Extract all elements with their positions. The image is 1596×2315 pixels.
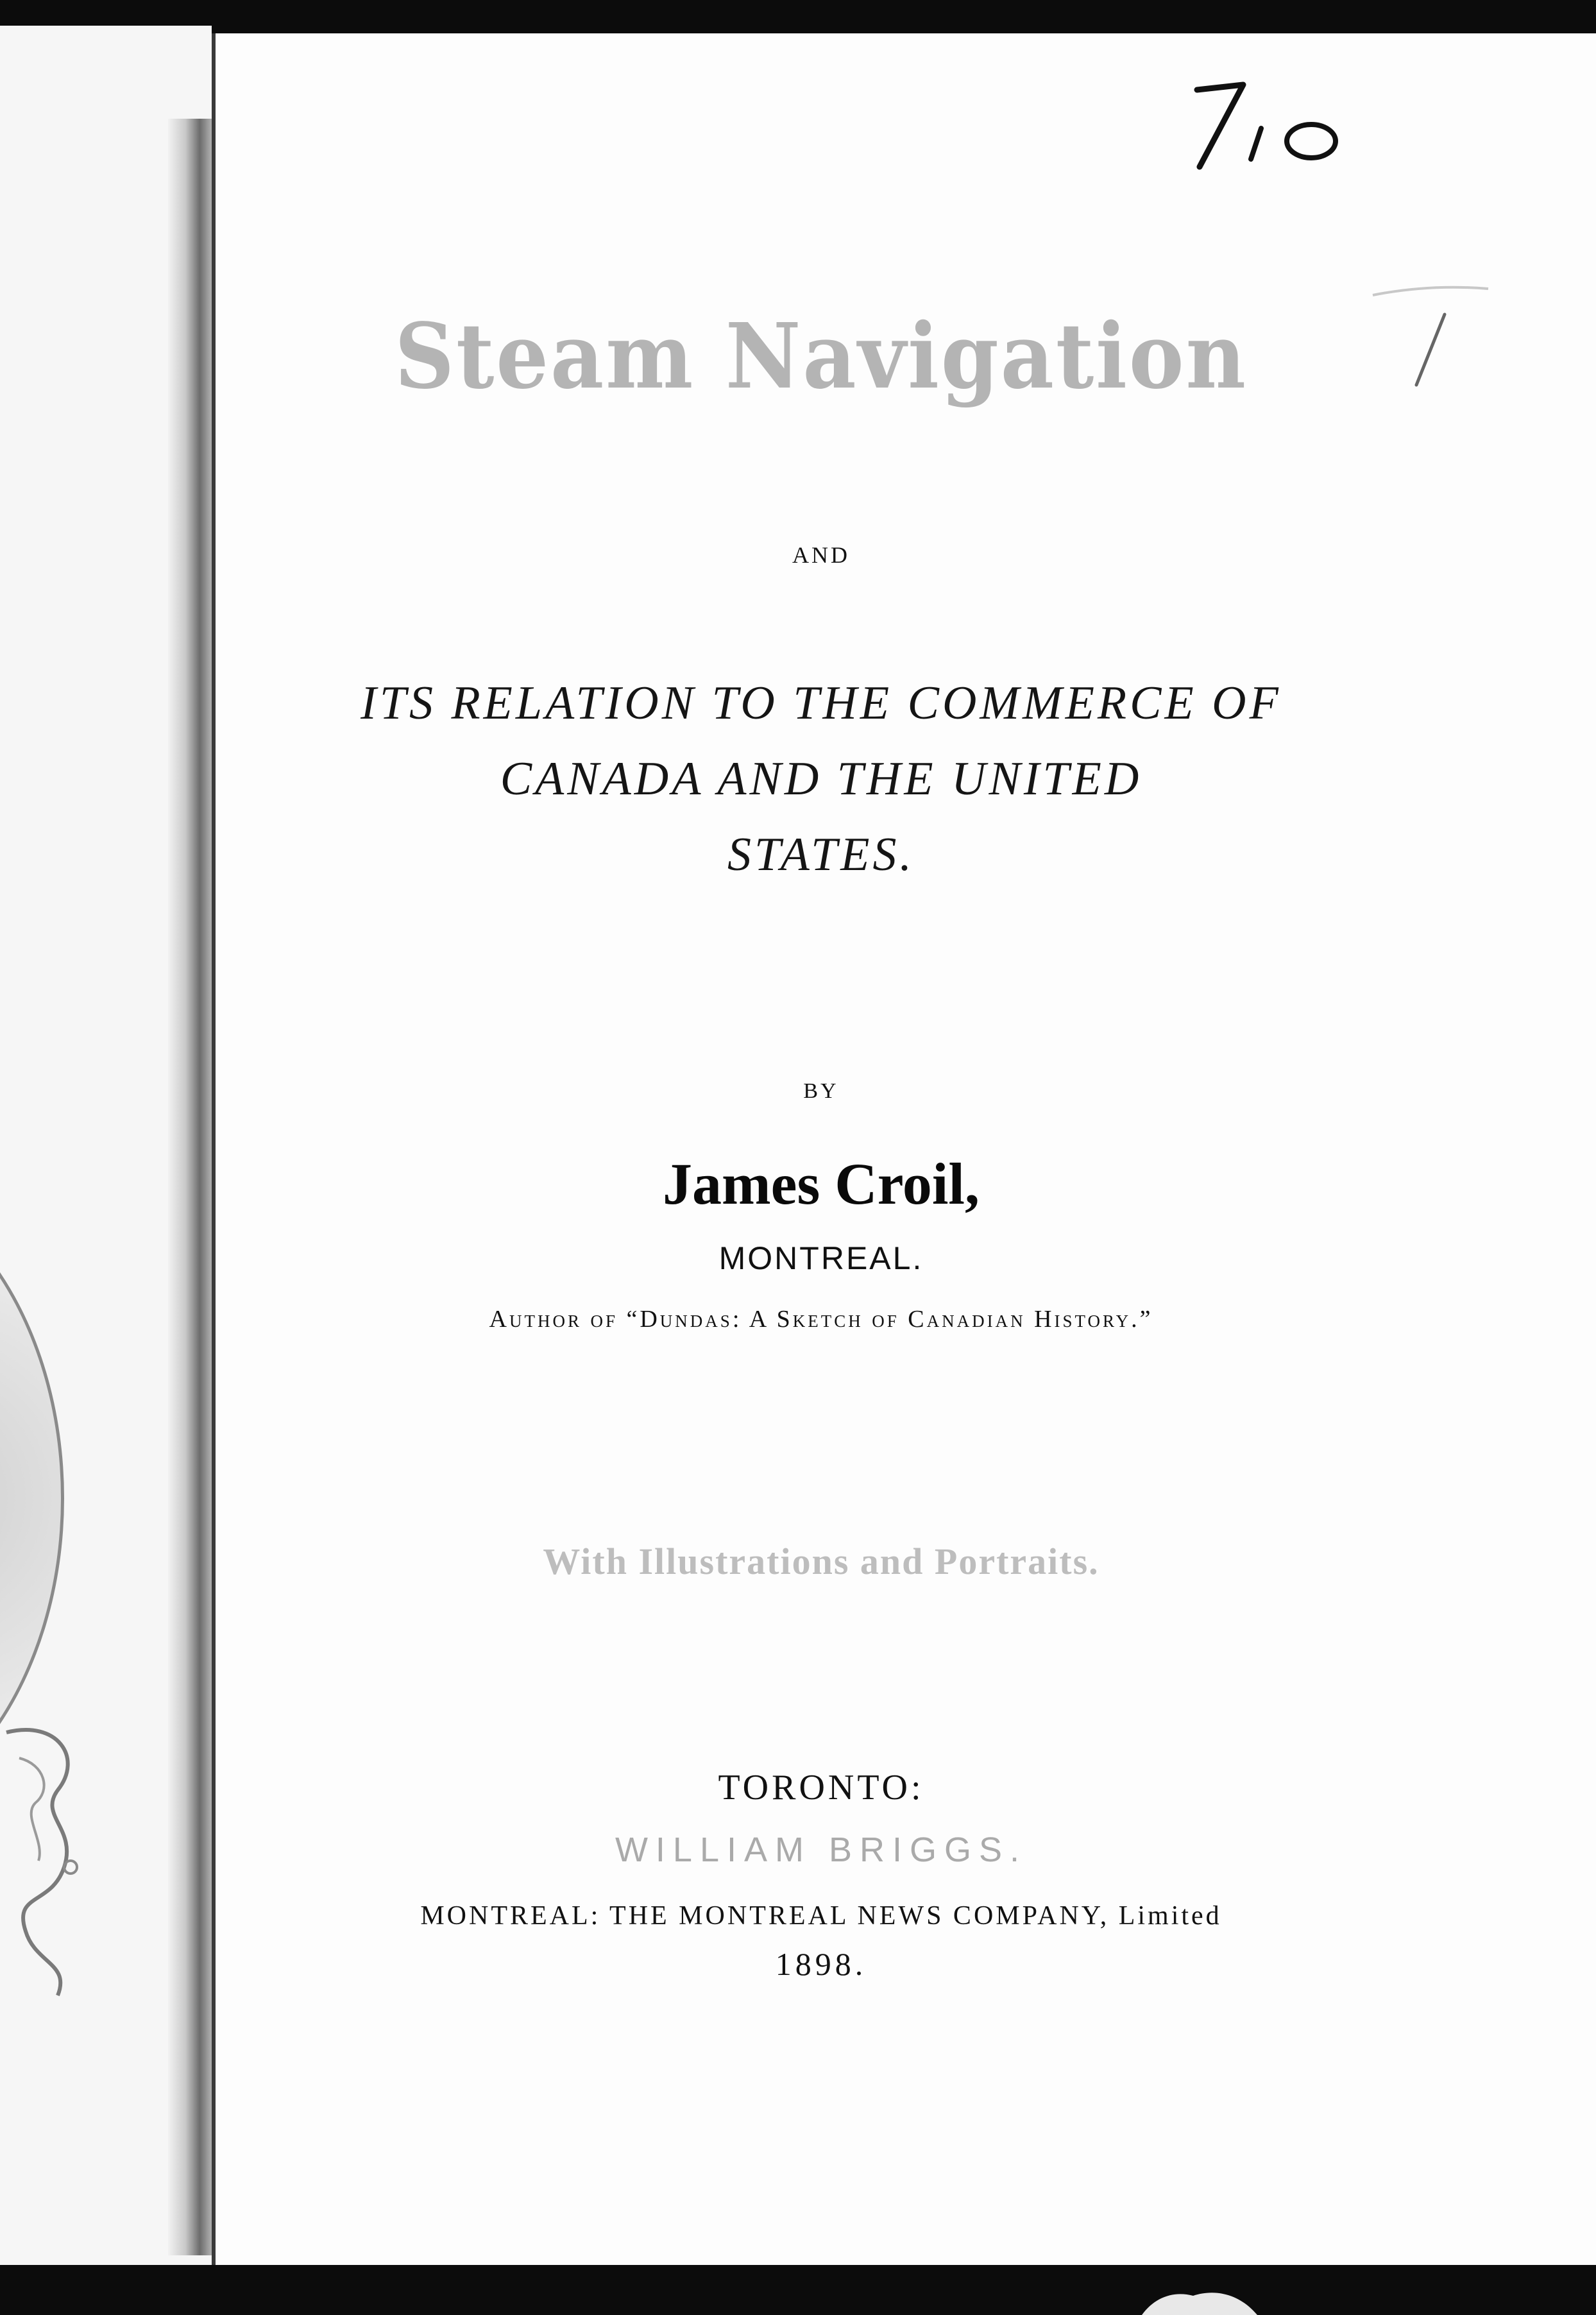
publication-city: TORONTO: (718, 1768, 924, 1807)
page-edge-shadow (212, 33, 216, 2265)
author-city: MONTREAL. (718, 1240, 924, 1276)
subtitle-line: CANADA AND THE UNITED (500, 753, 1142, 805)
book-subtitle (212, 665, 1430, 893)
subtitle-line: ITS RELATION TO THE COMMERCE OF (361, 677, 1282, 730)
subtitle-line: STATES. (727, 828, 915, 881)
book-title: Steam Navigation (395, 304, 1248, 409)
handwritten-catalog-number (1141, 45, 1359, 173)
ornament-scroll-icon (0, 1720, 96, 2002)
by-label: BY (803, 1079, 839, 1103)
author-name: James Croil, (662, 1151, 980, 1217)
title-conjunction: AND (792, 542, 850, 568)
publication-year: 1898. (775, 1946, 867, 1982)
illustrations-note: With Illustrations and Portraits. (543, 1541, 1099, 1582)
scan-artifact (1135, 2284, 1264, 2315)
publisher-name: WILLIAM BRIGGS. (615, 1831, 1028, 1869)
distributor-line: MONTREAL: THE MONTREAL NEWS COMPANY, Limited (420, 1901, 1222, 1931)
author-credentials: Author of “Dundas: A Sketch of Canadian History.” (489, 1306, 1153, 1333)
pencil-mark (1193, 244, 1527, 443)
